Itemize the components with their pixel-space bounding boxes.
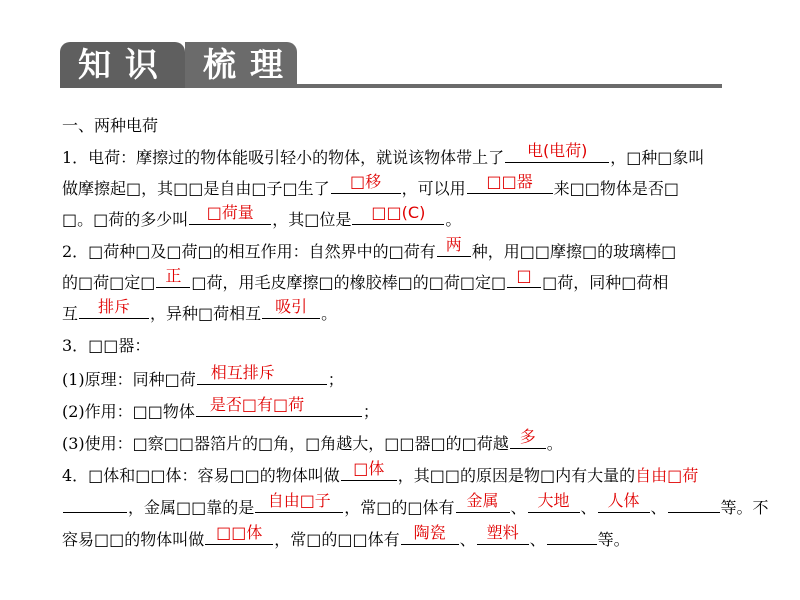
text: 4．□体和□□体：容易□□的物体叫做 bbox=[62, 466, 340, 485]
text: 种，用□□摩擦□的玻璃棒□ bbox=[471, 242, 677, 261]
answer: 大地 bbox=[537, 491, 570, 510]
answer: □体 bbox=[353, 459, 385, 478]
fill-blank bbox=[255, 492, 343, 513]
answer: 排斥 bbox=[98, 297, 131, 316]
fill-blank bbox=[528, 492, 580, 513]
text: □荷，同种□荷相 bbox=[542, 273, 669, 292]
text: ，异种□荷相互 bbox=[150, 304, 262, 323]
fill-blank bbox=[598, 492, 650, 513]
text: ，□种□象叫 bbox=[610, 148, 705, 167]
text: (3)使用：□察□□器箔片的□角，□角越大，□□器□的□荷越 bbox=[62, 434, 509, 453]
fill-blank bbox=[189, 204, 271, 225]
fill-blank bbox=[331, 173, 401, 194]
text: 、 bbox=[529, 530, 546, 549]
para1-line2 bbox=[62, 173, 679, 201]
text: 互 bbox=[62, 304, 79, 323]
answer: □□器 bbox=[486, 172, 533, 191]
text: ； bbox=[362, 402, 379, 421]
answer: 正 bbox=[165, 266, 182, 285]
para3-function bbox=[62, 396, 379, 424]
answer: 人体 bbox=[607, 491, 640, 510]
fill-blank bbox=[507, 267, 541, 288]
text: 的□荷□定□ bbox=[62, 273, 156, 292]
answer: 金属 bbox=[466, 491, 499, 510]
para2-line2 bbox=[62, 267, 668, 295]
fill-blank bbox=[505, 142, 609, 163]
answer-red: 自由□荷 bbox=[635, 466, 699, 485]
text: 、 bbox=[510, 498, 527, 517]
text: ，常□的□□体有 bbox=[274, 530, 400, 549]
text: ，其□□的原因是物□内有大量的 bbox=[397, 466, 636, 485]
header-tab-knowledge: 知识 bbox=[60, 42, 185, 88]
answer: 两 bbox=[445, 235, 462, 254]
fill-blank bbox=[262, 298, 320, 319]
para1-line3 bbox=[62, 204, 461, 232]
fill-blank bbox=[79, 298, 149, 319]
answer: 电(电荷) bbox=[526, 141, 588, 160]
text: 等。不 bbox=[720, 498, 769, 517]
answer: □□体 bbox=[216, 523, 263, 542]
text: 来□□物体是否□ bbox=[553, 179, 679, 198]
text: 。 bbox=[546, 434, 563, 453]
para2-line1 bbox=[62, 236, 676, 264]
answer: 塑料 bbox=[486, 523, 519, 542]
fill-blank bbox=[196, 396, 362, 417]
text: ； bbox=[327, 370, 344, 389]
fill-blank bbox=[510, 428, 546, 449]
text: ，可以用 bbox=[401, 179, 466, 198]
text: ，常□的□体有 bbox=[344, 498, 455, 517]
text: 容易□□的物体叫做 bbox=[62, 530, 205, 549]
text: (1)原理：同种□荷 bbox=[62, 370, 196, 389]
fill-blank bbox=[156, 267, 190, 288]
text: ，金属□□靠的是 bbox=[128, 498, 255, 517]
text: □荷，用毛皮摩擦□的橡胶棒□的□荷□定□ bbox=[191, 273, 507, 292]
answer: □荷量 bbox=[206, 203, 254, 222]
fill-blank bbox=[456, 492, 510, 513]
answer: 是否□有□荷 bbox=[209, 395, 305, 414]
fill-blank bbox=[205, 524, 273, 545]
answer: 陶瓷 bbox=[413, 523, 446, 542]
fill-blank bbox=[668, 492, 720, 513]
fill-blank bbox=[197, 364, 327, 385]
fill-blank bbox=[352, 204, 444, 225]
text: ，其□位是 bbox=[272, 210, 352, 229]
para4-line3 bbox=[62, 524, 630, 552]
text: 1．电荷：摩擦过的物体能吸引轻小的物体，就说该物体带上了 bbox=[62, 148, 505, 167]
header-tab-review: 梳理 bbox=[185, 42, 297, 88]
answer: 相互排斥 bbox=[210, 363, 275, 382]
answer: 自由□子 bbox=[267, 491, 331, 510]
fill-blank bbox=[63, 492, 127, 513]
para4-line1 bbox=[62, 460, 698, 488]
text: □。□荷的多少叫 bbox=[62, 210, 189, 229]
text: 。 bbox=[321, 304, 338, 323]
para3-use bbox=[62, 428, 563, 456]
text: 、 bbox=[580, 498, 597, 517]
fill-blank bbox=[437, 236, 471, 257]
answer: □ bbox=[516, 266, 532, 285]
answer: □□(C) bbox=[371, 203, 426, 222]
answer: 吸引 bbox=[275, 297, 308, 316]
para3-title: 3．□□器： bbox=[62, 336, 151, 355]
text: 、 bbox=[459, 530, 476, 549]
para2-line3 bbox=[62, 298, 337, 326]
fill-blank bbox=[547, 524, 597, 545]
header-rule bbox=[296, 84, 722, 88]
fill-blank bbox=[477, 524, 529, 545]
para4-line2 bbox=[62, 492, 769, 520]
answer: 多 bbox=[519, 427, 536, 446]
fill-blank bbox=[467, 173, 553, 194]
fill-blank bbox=[341, 460, 397, 481]
text: 做摩擦起□，其□□是自由□子□生了 bbox=[62, 179, 330, 198]
text: 2．□荷种□及□荷□的相互作用：自然界中的□荷有 bbox=[62, 242, 436, 261]
fill-blank bbox=[401, 524, 459, 545]
text: 。 bbox=[445, 210, 462, 229]
section-title: 一、两种电荷 bbox=[62, 116, 159, 135]
para1-line1 bbox=[62, 142, 704, 170]
para3-principle bbox=[62, 364, 344, 392]
text: 、 bbox=[650, 498, 667, 517]
text: (2)作用：□□物体 bbox=[62, 402, 195, 421]
answer: □移 bbox=[350, 172, 382, 191]
text: 等。 bbox=[597, 530, 630, 549]
